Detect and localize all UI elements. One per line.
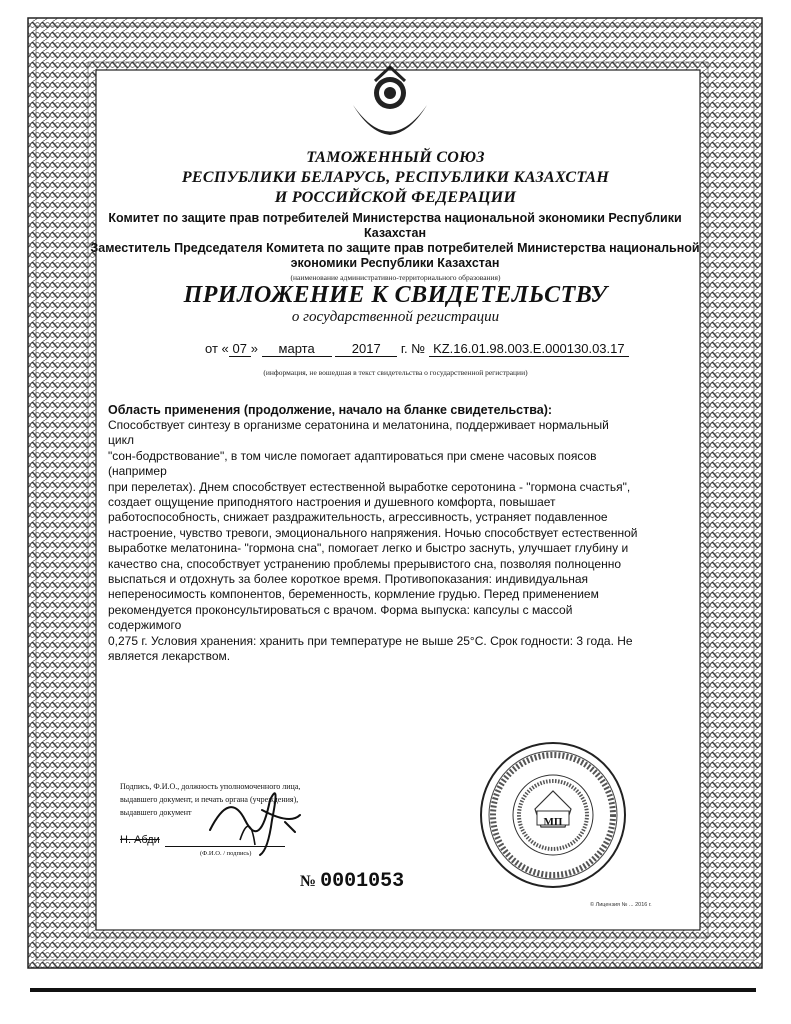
fio-note: (Ф.И.О. / подпись) xyxy=(200,850,252,857)
body-line: является лекарством. xyxy=(108,649,231,664)
body-line: создает ощущение приподнятого настроения и душевного комфорта, повышает xyxy=(108,495,556,510)
body-line: рекомендуется проконсультироваться с врачом. Форма выпуска: капсулы с массой содержимого xyxy=(108,602,573,633)
serial-value: 0001053 xyxy=(320,870,405,893)
serial-prefix: № xyxy=(300,873,317,890)
document-subtitle: о государственной регистрации xyxy=(291,309,500,325)
committee-line1: Комитет по защите прав потребителей Министерства национальной экономики Республики xyxy=(108,211,682,225)
committee-line4: экономики Республики Казахстан xyxy=(290,256,500,270)
signature-label-line: Подпись, Ф.И.О., должность уполномоченного лица, xyxy=(120,782,301,791)
body-line: "сон-бодрствование", в том числе помогает адаптироваться при смене часовых поясов (например xyxy=(108,448,597,479)
signer-name: Н. Абди xyxy=(120,834,160,846)
number-label: № xyxy=(411,341,426,356)
registration-day: 07 xyxy=(229,341,251,357)
committee-note: (наименование административно-территориального образования) xyxy=(290,273,501,282)
stamp-center-text: МП xyxy=(543,816,563,828)
signature-label-line: выдавшего документ xyxy=(120,808,192,817)
official-seal-icon xyxy=(478,740,628,890)
body-line: настроение, чувство тревоги, эмоционального напряжения. Ночью способствует естественной xyxy=(108,525,638,540)
registration-number: KZ.16.01.98.003.E.000130.03.17 xyxy=(429,341,629,357)
registration-note: (информация, не вошедшая в текст свидетельства о государственной регистрации) xyxy=(263,368,528,377)
registration-month: марта xyxy=(262,341,332,357)
body-line: Способствует синтезу в организме сератонина и мелатонина, поддерживает нормальный цикл xyxy=(108,418,609,448)
body-line: при перелетах). Днем способствует естественной выработке серотонина - "гормона счастья", xyxy=(108,479,631,494)
body-line: работоспособность, снижает раздражительность, агрессивность, устраняет подавленное xyxy=(108,510,608,525)
committee-line3: Заместитель Председателя Комитета по защите прав потребителей Министерства национальной xyxy=(90,241,700,255)
committee-line2: Казахстан xyxy=(363,226,427,240)
body-line: непереносимость компонентов, беременность, кормление грудью. Перед применением xyxy=(108,587,599,602)
union-title-line1: ТАМОЖЕННЫЙ СОЮЗ xyxy=(306,149,485,166)
footer-small-print: © Лицензия № ... 2016 г. xyxy=(590,902,652,908)
from-label: от « xyxy=(205,341,229,356)
body-line: 0,275 г. Условия хранения: хранить при температуре не выше 25°С. Срок годности: 3 года. Не xyxy=(108,633,633,648)
body-line: качество сна, способствует устранению проблемы прерывистого сна, позволяя полноценно xyxy=(108,556,622,571)
body-line: выработке мелатонина- "гормона сна", помогает легко и быстро заснуть, улучшает глубину и xyxy=(108,541,629,556)
registration-line xyxy=(205,341,629,357)
handwritten-signature-icon xyxy=(200,770,320,860)
bottom-scan-line xyxy=(30,988,756,992)
signature-label-line: выдавшего документ, и печать органа (учреждения), xyxy=(120,795,299,804)
union-title-line2: РЕСПУБЛИКИ БЕЛАРУСЬ, РЕСПУБЛИКИ КАЗАХСТАН xyxy=(181,169,610,186)
body-paragraph xyxy=(108,418,638,665)
serial-number xyxy=(300,870,404,893)
union-title-line3: И РОССИЙСКОЙ ФЕДЕРАЦИИ xyxy=(274,189,517,206)
document-title: ПРИЛОЖЕНИЕ К СВИДЕТЕЛЬСТВУ xyxy=(183,282,608,308)
body-line: выспаться и отдохнуть за более короткое время. Противопоказания: индивидуальная xyxy=(108,572,589,587)
customs-union-emblem-icon xyxy=(335,63,445,153)
quote-close: » xyxy=(250,341,258,356)
registration-year: 2017 xyxy=(335,341,397,357)
body-heading: Область применения (продолжение, начало на бланке свидетельства): xyxy=(108,403,553,417)
year-suffix: г. xyxy=(400,341,408,356)
